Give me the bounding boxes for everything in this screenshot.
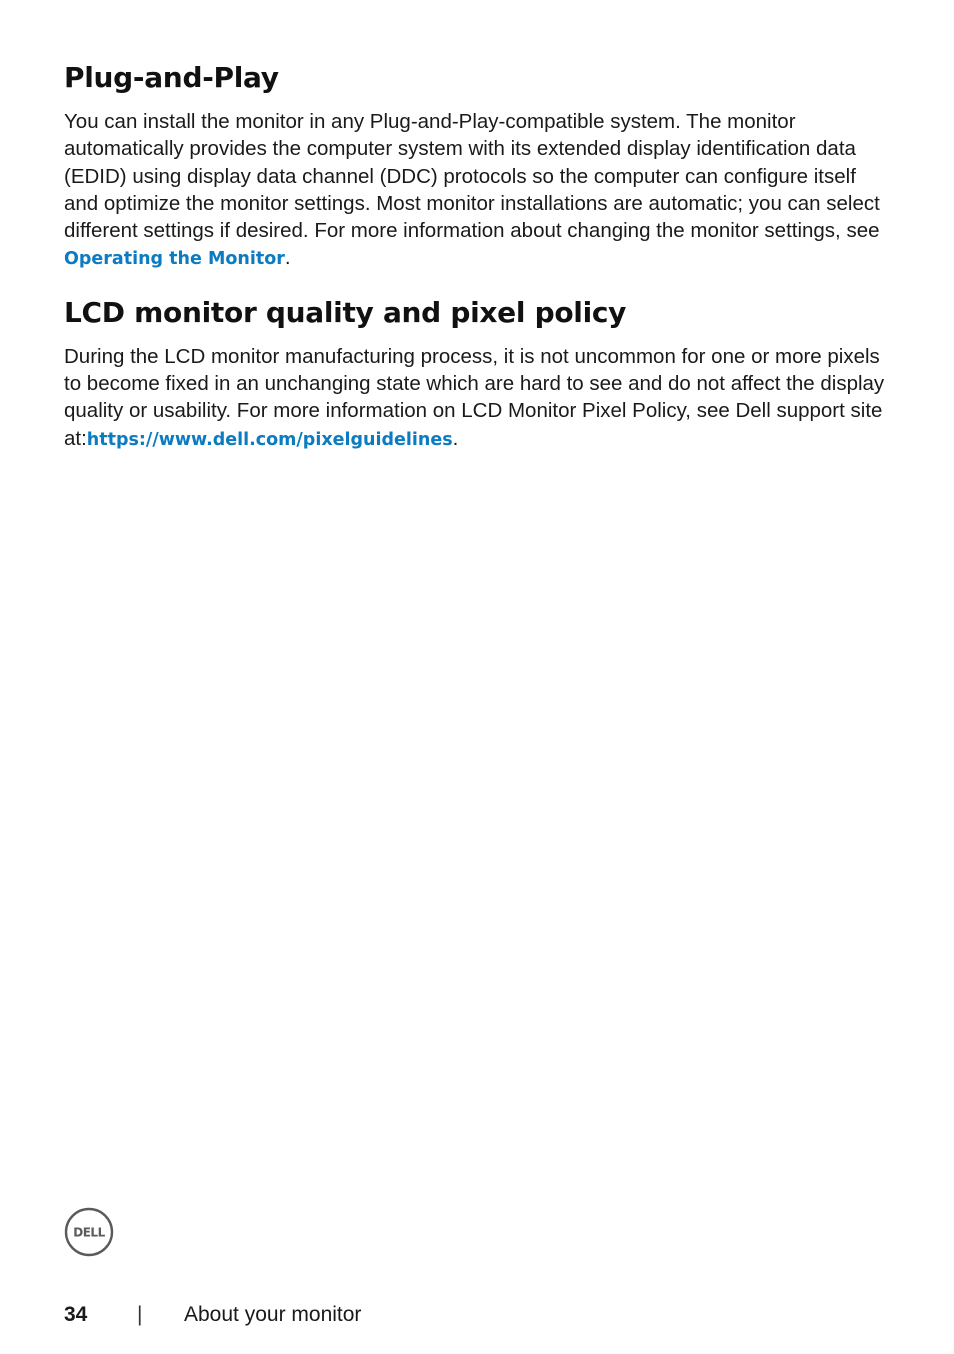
pixel-guidelines-link[interactable]: https://www.dell.com/pixelguidelines (86, 429, 453, 450)
dell-logo-text: DELL (73, 1225, 105, 1240)
lcd-pixel-policy-body-text: During the LCD monitor manufacturing process, it is not uncommon for one or more pixels to become fixed in an unchanging state which are hard to see and do not affect the display quality or usability. For more information on LCD Monitor Pixel Policy, see Dell support site at: (64, 344, 885, 450)
page-number: 34 (64, 1303, 88, 1326)
paragraph-lcd-pixel-policy (64, 343, 894, 454)
page-content (64, 58, 894, 454)
operating-the-monitor-link[interactable]: Operating the Monitor (64, 249, 285, 270)
plug-and-play-tail: . (284, 246, 291, 270)
paragraph-plug-and-play (64, 108, 894, 274)
footer-separator: | (137, 1303, 143, 1326)
dell-logo-icon (64, 1207, 114, 1257)
lcd-pixel-policy-tail: . (452, 426, 459, 450)
heading-lcd-pixel-policy: LCD monitor quality and pixel policy (64, 295, 627, 329)
heading-plug-and-play: Plug-and-Play (64, 61, 279, 94)
footer-section-name: About your monitor (184, 1303, 362, 1326)
plug-and-play-body-text: You can install the monitor in any Plug-and-Play-compatible system. The monitor automatically provides the computer system with its extended display identification data (EDID) using display data channel (DDC) protocols so the computer can configure itself and optimize the monitor settings. Most monitor installations are automatic; you can select different settings if desired. For more information about changing the monitor settings, see (64, 110, 880, 243)
